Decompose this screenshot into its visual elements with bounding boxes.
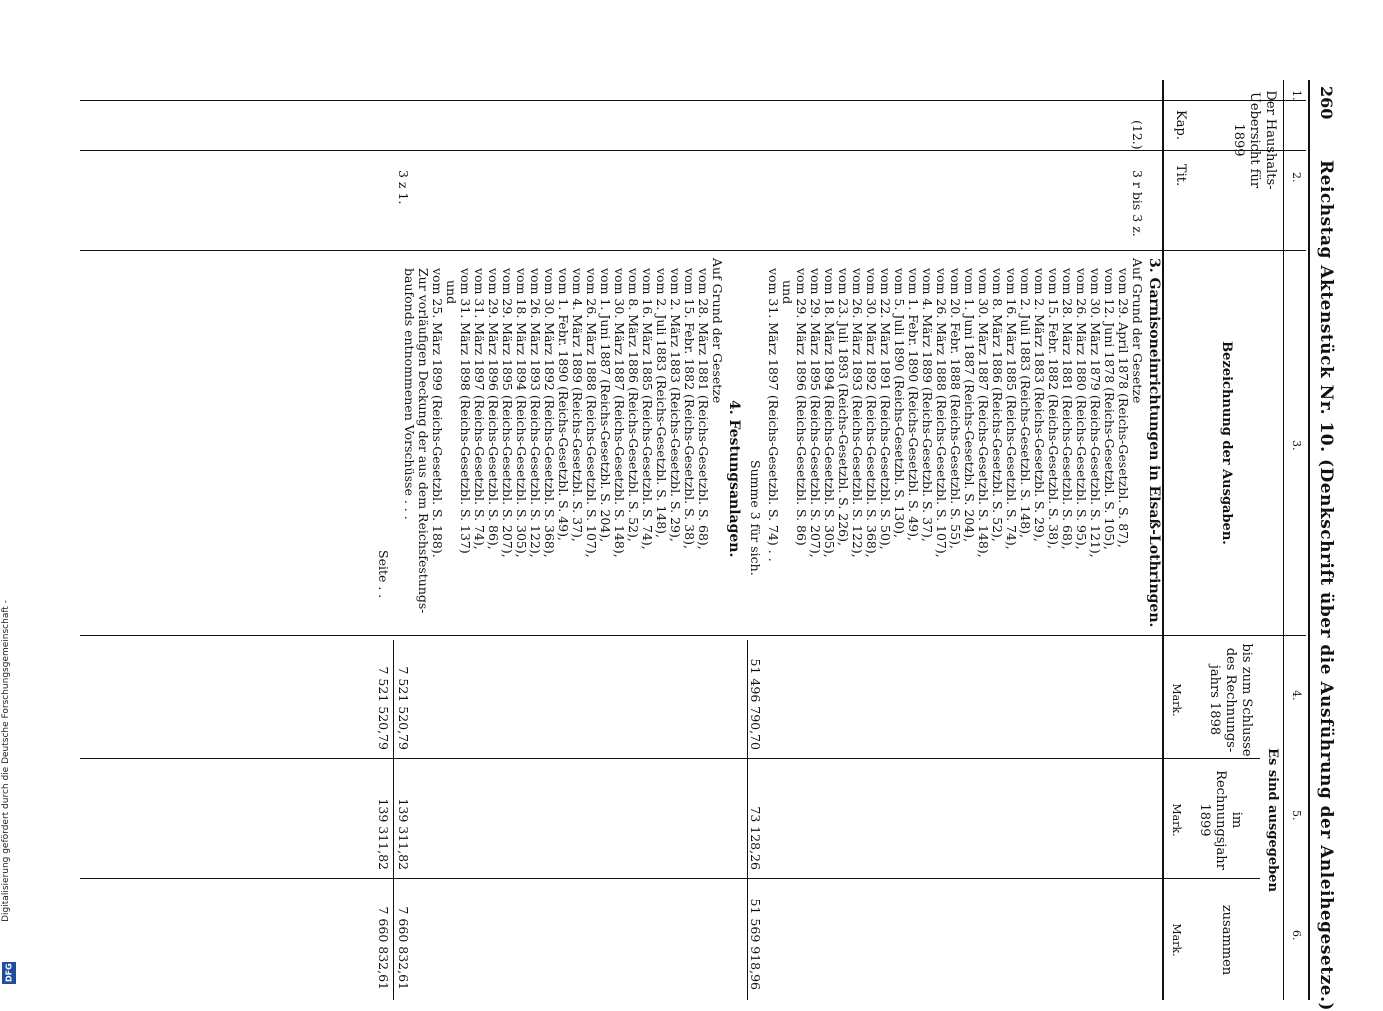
table-row (1046, 80, 1060, 1000)
law-reference: vom 1. Juni 1887 (Reichs-Gesetzbl. S. 204), (598, 268, 613, 543)
col6-title: zusammen (1219, 904, 1234, 976)
table-row (836, 80, 850, 1000)
table-row (864, 80, 878, 1000)
section-3-sum-col5: 73 128,26 (748, 806, 763, 870)
law-reference: vom 31. März 1897 (Reichs-Gesetzbl. S. 74) . . (766, 268, 781, 562)
col-number-5: 5. (1290, 810, 1303, 821)
law-reference: vom 30. März 1887 (Reichs-Gesetzbl. S. 148), (612, 268, 627, 558)
table-row (794, 80, 808, 1000)
funding-note: Digitalisierung gefördert durch die Deutsche Forschungsgemeinschaft - (1, 600, 11, 922)
law-reference: vom 1. Febr. 1890 (Reichs-Gesetzbl. S. 49), (906, 268, 921, 541)
law-reference: vom 26. März 1888 (Reichs-Gesetzbl. S. 107), (934, 268, 949, 558)
law-reference: vom 26. März 1893 (Reichs-Gesetzbl. S. 122), (850, 268, 865, 558)
section-4-tit: 3 z 1. (396, 170, 411, 205)
table-row (1004, 80, 1018, 1000)
tit-label: Tit. (1173, 163, 1188, 187)
document-page (80, 80, 1340, 1011)
running-title: Reichstag Aktenstück Nr. 10. (Denkschrift über die Ausführung der Anleihegesetze.) (1316, 160, 1336, 1011)
law-reference: vom 29. April 1878 (Reichs-Gesetzbl. S. 87), (1116, 268, 1131, 548)
table-row (780, 80, 794, 1000)
table-row (570, 80, 584, 1000)
table-row (416, 80, 430, 1000)
table-row (934, 80, 948, 1000)
col-number-2: 2. (1290, 172, 1303, 183)
section-3-tit: 3 r bis 3 z. (1130, 170, 1145, 237)
col-number-6: 6. (1290, 930, 1303, 941)
law-reference: vom 29. März 1895 (Reichs-Gesetzbl. S. 207), (500, 268, 515, 558)
table-row (1130, 80, 1144, 1000)
section-4-title: 4. Festungsanlagen. (726, 400, 742, 558)
law-reference: vom 28. März 1881 (Reichs-Gesetzbl. S. 68), (1060, 268, 1075, 550)
page-total-col5: 139 311,82 (376, 798, 391, 870)
table-row (500, 80, 514, 1000)
table-row (766, 80, 780, 1000)
col6-unit: Mark. (1170, 923, 1183, 957)
table-row (990, 80, 1004, 1000)
law-reference: vom 16. März 1885 (Reichs-Gesetzbl. S. 74), (1004, 268, 1019, 550)
table-row (850, 80, 864, 1000)
law-reference: vom 2. Juli 1883 (Reichs-Gesetzbl. S. 148), (1018, 268, 1033, 539)
table-row (906, 80, 920, 1000)
law-reference: vom 4. März 1889 (Reichs-Gesetzbl. S. 37), (570, 268, 585, 542)
law-reference: vom 23. Juli 1893 (Reichs-Gesetzbl. S. 226), (836, 268, 851, 546)
section-4-intro: Auf Grund der Gesetze (710, 258, 725, 404)
page-total-label: Seite . . (376, 550, 391, 599)
law-reference: vom 26. März 1880 (Reichs-Gesetzbl. S. 95), (1074, 268, 1089, 550)
table-row (612, 80, 626, 1000)
col4-unit: Mark. (1170, 683, 1183, 717)
law-reference: vom 25. März 1899 (Reichs-Gesetzbl. S. 188). (430, 268, 445, 558)
kap-label: Kap. (1173, 110, 1188, 140)
table-row (584, 80, 598, 1000)
law-reference: vom 22. März 1891 (Reichs-Gesetzbl. S. 50), (878, 268, 893, 550)
law-reference: vom 29. März 1895 (Reichs-Gesetzbl. S. 207), (808, 268, 823, 558)
table-row (458, 80, 472, 1000)
table-row (822, 80, 836, 1000)
col-number-4: 4. (1290, 690, 1303, 701)
table-row (1060, 80, 1074, 1000)
law-reference: vom 4. März 1889 (Reichs-Gesetzbl. S. 37), (920, 268, 935, 542)
table-row (808, 80, 822, 1000)
table-row (920, 80, 934, 1000)
table-row (626, 80, 640, 1000)
section-3-sum-label: Summe 3 für sich. (748, 460, 763, 576)
law-reference: und (780, 280, 795, 305)
section-3-title: 3. Garnisoneinrichtungen in Elsaß-Lothringen. (1146, 258, 1162, 628)
table-row (472, 80, 486, 1000)
section-3-sum-row (748, 80, 762, 1000)
table-row (976, 80, 990, 1000)
table-row (668, 80, 682, 1000)
law-reference: vom 2. März 1883 (Reichs-Gesetzbl. S. 29), (1032, 268, 1047, 542)
law-reference: vom 12. Juni 1878 (Reichs-Gesetzbl. S. 105), (1102, 268, 1117, 551)
table-row (1074, 80, 1088, 1000)
section-3-sum-col6: 51 569 918,96 (748, 898, 763, 990)
table-row (682, 80, 696, 1000)
spent-title: Es sind ausgegeben (1265, 748, 1280, 892)
table-row (556, 80, 570, 1000)
law-reference: vom 31. März 1898 (Reichs-Gesetzbl. S. 137) (458, 268, 473, 554)
column-numbers (1283, 80, 1306, 1000)
law-reference: vom 30. März 1892 (Reichs-Gesetzbl. S. 368), (542, 268, 557, 558)
law-reference: vom 29. März 1896 (Reichs-Gesetzbl. S. 86) (794, 268, 809, 546)
table-row (640, 80, 654, 1000)
law-reference: vom 26. März 1888 (Reichs-Gesetzbl. S. 107), (584, 268, 599, 558)
section-4-heading (726, 80, 740, 1000)
table-row (710, 80, 724, 1000)
table-row (962, 80, 976, 1000)
law-reference: Zur vorläufigen Deckung der aus dem Reichsfestungs- (416, 268, 431, 614)
table-row (654, 80, 668, 1000)
law-reference: vom 8. März 1886 (Reichs-Gesetzbl. S. 52), (626, 268, 641, 542)
law-reference: vom 28. März 1881 (Reichs-Gesetzbl. S. 68), (696, 268, 711, 550)
law-reference: vom 20. Febr. 1888 (Reichs-Gesetzbl. S. 55), (948, 268, 963, 549)
col4-title: bis zum Schlusse des Rechnungs-jahrs 1898 (1207, 643, 1254, 757)
col5-unit: Mark. (1170, 803, 1183, 837)
section-3-intro: Auf Grund der Gesetze (1130, 258, 1145, 404)
table-row (430, 80, 444, 1000)
table-row (528, 80, 542, 1000)
law-reference: vom 1. Juni 1887 (Reichs-Gesetzbl. S. 204), (962, 268, 977, 543)
table-row (486, 80, 500, 1000)
table-row (514, 80, 528, 1000)
table-row (444, 80, 458, 1000)
law-reference: vom 2. März 1883 (Reichs-Gesetzbl. S. 29), (668, 268, 683, 542)
table-row (542, 80, 556, 1000)
table-row (1116, 80, 1130, 1000)
section-3-heading (1146, 80, 1160, 1000)
table-row (1088, 80, 1102, 1000)
section-3-kap: (12.) (1130, 120, 1145, 150)
law-reference: vom 1. Febr. 1890 (Reichs-Gesetzbl. S. 49), (556, 268, 571, 541)
law-reference: vom 30. März 1887 (Reichs-Gesetzbl. S. 148), (976, 268, 991, 558)
section-4-col4: 7 521 520,79 (396, 666, 411, 750)
sum-rule (747, 640, 748, 1000)
law-reference: baufonds entnommenen Vorschüsse . . . (402, 268, 417, 520)
table-row (892, 80, 906, 1000)
page-total-row (376, 80, 390, 1000)
law-reference: vom 18. März 1894 (Reichs-Gesetzbl. S. 305), (822, 268, 837, 558)
law-reference: vom 18. März 1894 (Reichs-Gesetzbl. S. 305), (514, 268, 529, 558)
table-row (1102, 80, 1116, 1000)
page-number: 260 (1317, 86, 1336, 120)
section-3-sum-col4: 51 496 790,70 (748, 658, 763, 750)
sidebar (0, 0, 22, 1000)
law-reference: vom 30. März 1879 (Reichs-Gesetzbl. S. 121), (1088, 268, 1103, 558)
col3-title: Bezeichnung der Ausgaben. (1219, 341, 1234, 545)
col5-title: im Rechnungsjahr 1899 (1197, 770, 1244, 870)
section-4-col5: 139 311,82 (396, 798, 411, 870)
table-row (696, 80, 710, 1000)
column-headers (1162, 80, 1284, 1000)
law-reference: vom 8. März 1886 (Reichs-Gesetzbl. S. 52), (990, 268, 1005, 542)
table-row (948, 80, 962, 1000)
section-4-col6: 7 660 832,61 (396, 906, 411, 990)
page-header (1308, 80, 1340, 1011)
table-row (878, 80, 892, 1000)
law-reference: vom 16. März 1885 (Reichs-Gesetzbl. S. 74), (640, 268, 655, 550)
law-reference: vom 30. März 1892 (Reichs-Gesetzbl. S. 368), (864, 268, 879, 558)
page-total-col4: 7 521 520,79 (376, 666, 391, 750)
law-reference: und (444, 280, 459, 305)
law-reference: vom 2. Juli 1883 (Reichs-Gesetzbl. S. 148), (654, 268, 669, 539)
table-row (1018, 80, 1032, 1000)
law-reference: vom 26. März 1893 (Reichs-Gesetzbl. S. 122), (528, 268, 543, 558)
table-row (598, 80, 612, 1000)
sum-rule (393, 640, 394, 1000)
law-reference: vom 5. Juli 1890 (Reichs-Gesetzbl. S. 130), (892, 268, 907, 539)
dfg-logo-icon: DFG (2, 962, 16, 984)
law-reference: vom 29. März 1896 (Reichs-Gesetzbl. S. 86), (486, 268, 501, 550)
section-4-total-row (396, 80, 410, 1000)
page-total-col6: 7 660 832,61 (376, 906, 391, 990)
col1-title: Der Haushalts-Uebersicht für 1899 (1231, 90, 1278, 190)
col-number-3: 3. (1290, 440, 1303, 451)
table-row (1032, 80, 1046, 1000)
law-reference: vom 31. März 1897 (Reichs-Gesetzbl. S. 74), (472, 268, 487, 550)
law-reference: vom 15. Febr. 1882 (Reichs-Gesetzbl. S. 38), (1046, 268, 1061, 549)
col-number-1: 1. (1290, 90, 1303, 101)
law-reference: vom 15. Febr. 1882 (Reichs-Gesetzbl. S. 38), (682, 268, 697, 549)
